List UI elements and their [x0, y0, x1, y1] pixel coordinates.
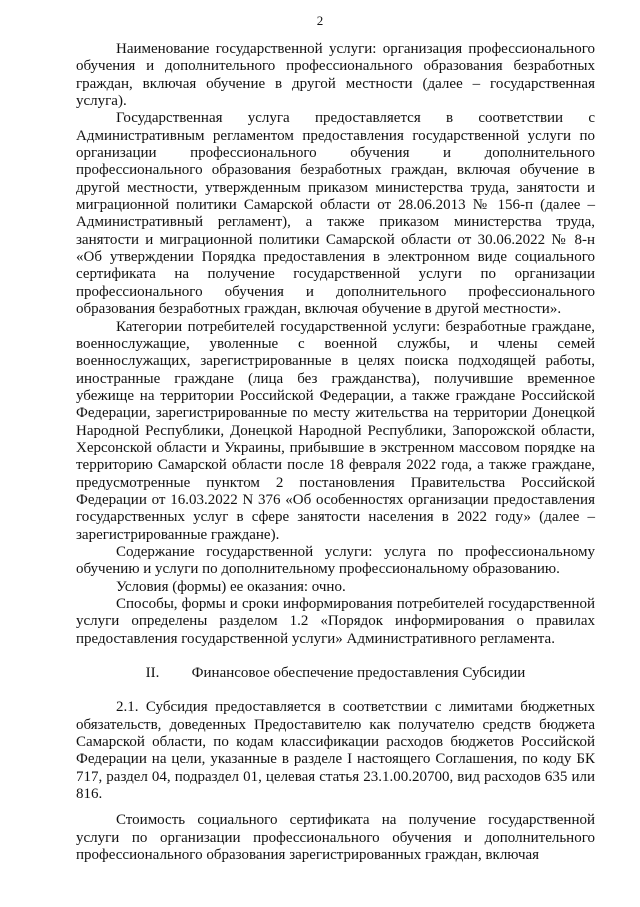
paragraph-service-content: Содержание государственной услуги: услуга по профессиональному обучению и услуги по дополнительному профессиональному образованию. [76, 543, 595, 578]
section-heading [76, 665, 595, 682]
paragraph-service-name: Наименование государственной услуги: организация профессионального обучения и дополнительного профессионального образования безработных граждан, включая обучение в другой местности (далее – государственная услуга). [76, 41, 595, 110]
paragraph-consumer-categories: Категории потребителей государственной услуги: безработные граждане, военнослужащие, уволенные с военной службы, и члены семей военнослужащих, зарегистрированные в целях поиска подходящей работы, иностранные граждане (лица без гражданства), получившие временное убежище на территории Российской Федерации, а также граждане Российской Федерации, зарегистрированные по месту жительства на территории Донецкой Народной Республики, Донецкой Народной Республики, Запорожской области, Херсонской области и Украины, прибывшие в экстренном массовом порядке на территорию Самарской области после 18 февраля 2022 года, а также граждане, предусмотренные пунктом 2 постановления Правительства Российской Федерации от 16.03.2022 N 376 «Об особенностях организации предоставления государственных услуг в сфере занятости населения в 2022 году» (далее – зарегистрированные граждане). [76, 318, 595, 543]
document-body [76, 41, 595, 864]
page-number: 2 [316, 13, 324, 28]
paragraph-service-conditions: Условия (формы) ее оказания: очно. [116, 578, 346, 595]
paragraph-informing: Способы, формы и сроки информирования потребителей государственной услуги определены разделом 1.2 «Порядок информирования о правилах предоставления государственной услуги» Административного регламента. [76, 596, 595, 647]
section-title: Финансовое обеспечение предоставления Субсидии [191, 665, 526, 682]
paragraph-legal-basis: Государственная услуга предоставляется в соответствии с Административным регламентом предоставления государственной услуги по организации профессионального обучения и дополнительного профессионального образования безработных граждан, включая обучение в другой местности, утвержденным приказом министерства труда, занятости и миграционной политики Самарской области от 28.06.2013 № 156-п (далее – Административный регламент), а также приказом министерства труда, занятости и миграционной политики Самарской области от 30.06.2022 № 8-н «Об утверждении Порядка предоставления в электронном виде социального сертификата на получение государственной услуги по организации профессионального обучения и дополнительного профессионального образования безработных граждан, включая обучение в другой местности». [76, 110, 595, 318]
section-number: II. [145, 665, 160, 682]
paragraph-certificate-cost: Стоимость социального сертификата на получение государственной услуги по организации профессионального обучения и дополнительного профессионального образования зарегистрированных граждан, включая [76, 812, 595, 864]
paragraph-subsidy-limits: 2.1. Субсидия предоставляется в соответствии с лимитами бюджетных обязательств, доведенных Предоставителю как получателю средств бюджета Самарской области, по кодам классификации расходов бюджетов Российской Федерации на цели, указанные в разделе I настоящего Соглашения, по коду БК 717, раздел 04, подраздел 01, целевая статья 23.1.00.20700, вид расходов 635 или 816. [76, 699, 595, 803]
